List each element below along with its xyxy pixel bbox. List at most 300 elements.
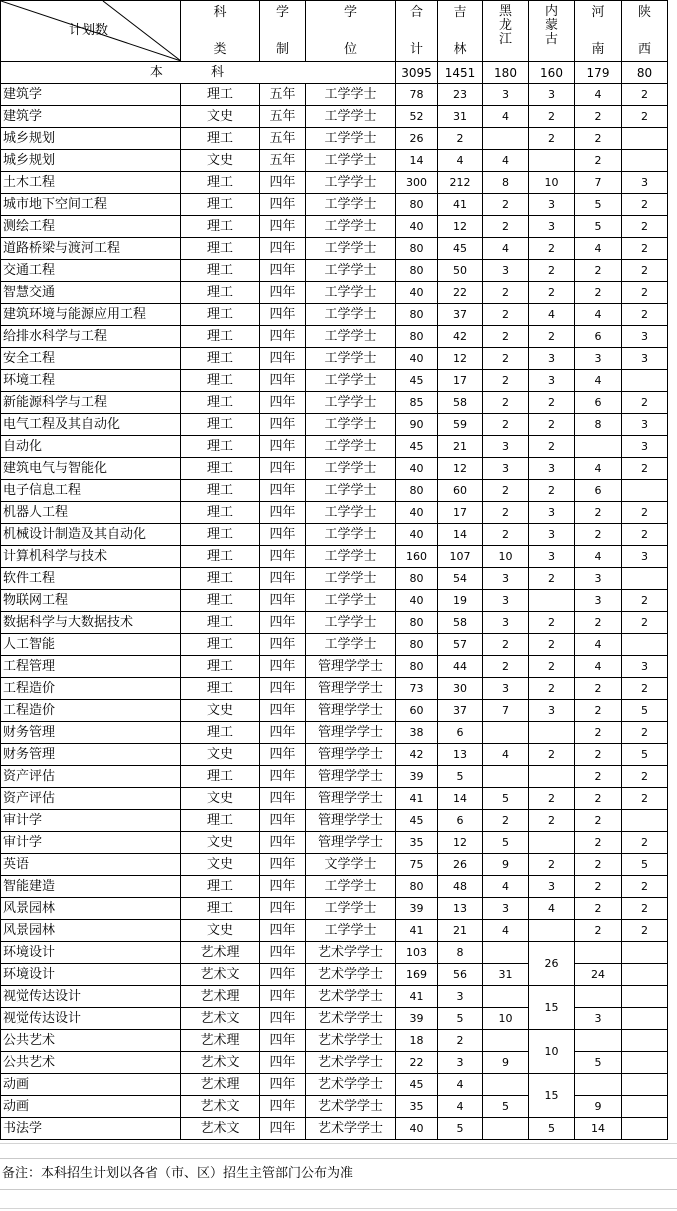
table-row — [1, 216, 668, 238]
category: 理工 — [181, 304, 260, 326]
value-shaanxi: 2 — [622, 216, 668, 238]
value-henan: 2 — [575, 282, 622, 304]
value-henan: 2 — [575, 128, 622, 150]
degree: 工学学士 — [306, 436, 396, 458]
table-row — [1, 150, 668, 172]
value-neimenggu: 26 — [529, 942, 575, 986]
value-henan: 2 — [575, 788, 622, 810]
duration: 四年 — [260, 920, 306, 942]
major-name: 人工智能 — [1, 634, 181, 656]
value-heilongjiang — [483, 986, 529, 1008]
value-neimenggu: 3 — [529, 194, 575, 216]
value-neimenggu: 3 — [529, 524, 575, 546]
value-henan: 3 — [575, 568, 622, 590]
value-heilongjiang: 2 — [483, 392, 529, 414]
value-jilin: 12 — [438, 832, 483, 854]
value-neimenggu — [529, 920, 575, 942]
value-henan — [575, 942, 622, 964]
value-shaanxi: 3 — [622, 546, 668, 568]
value-jilin: 6 — [438, 722, 483, 744]
value-jilin: 45 — [438, 238, 483, 260]
duration: 五年 — [260, 106, 306, 128]
value-heilongjiang: 3 — [483, 590, 529, 612]
value-henan: 4 — [575, 238, 622, 260]
value-shaanxi: 5 — [622, 744, 668, 766]
major-name: 建筑环境与能源应用工程 — [1, 304, 181, 326]
value-henan: 4 — [575, 84, 622, 106]
major-name: 公共艺术 — [1, 1030, 181, 1052]
total: 26 — [396, 128, 438, 150]
value-henan: 6 — [575, 392, 622, 414]
degree: 工学学士 — [306, 128, 396, 150]
summary-row — [1, 62, 668, 84]
duration-header: 学 制 — [260, 1, 306, 62]
major-name: 电子信息工程 — [1, 480, 181, 502]
total: 35 — [396, 1096, 438, 1118]
value-jilin: 37 — [438, 304, 483, 326]
value-jilin: 5 — [438, 1118, 483, 1140]
total-header: 合 计 — [396, 1, 438, 62]
table-row — [1, 700, 668, 722]
category: 理工 — [181, 348, 260, 370]
value-jilin: 3 — [438, 986, 483, 1008]
value-shaanxi: 2 — [622, 722, 668, 744]
value-henan — [575, 436, 622, 458]
value-heilongjiang — [483, 128, 529, 150]
value-heilongjiang: 3 — [483, 436, 529, 458]
category: 艺术文 — [181, 1096, 260, 1118]
table-row — [1, 854, 668, 876]
degree: 工学学士 — [306, 348, 396, 370]
table-row — [1, 876, 668, 898]
value-neimenggu: 2 — [529, 106, 575, 128]
value-heilongjiang — [483, 942, 529, 964]
table-row — [1, 326, 668, 348]
value-shaanxi: 3 — [622, 436, 668, 458]
value-neimenggu: 3 — [529, 546, 575, 568]
major-name: 环境工程 — [1, 370, 181, 392]
value-neimenggu: 2 — [529, 436, 575, 458]
degree: 文学学士 — [306, 854, 396, 876]
total: 75 — [396, 854, 438, 876]
total: 169 — [396, 964, 438, 986]
value-neimenggu: 3 — [529, 370, 575, 392]
degree: 工学学士 — [306, 590, 396, 612]
value-neimenggu: 10 — [529, 1030, 575, 1074]
value-neimenggu — [529, 766, 575, 788]
value-heilongjiang: 9 — [483, 1052, 529, 1074]
value-shaanxi — [622, 150, 668, 172]
duration: 四年 — [260, 326, 306, 348]
value-jilin: 56 — [438, 964, 483, 986]
value-jilin: 12 — [438, 458, 483, 480]
value-henan: 24 — [575, 964, 622, 986]
major-name: 动画 — [1, 1096, 181, 1118]
duration: 四年 — [260, 1096, 306, 1118]
value-neimenggu: 2 — [529, 634, 575, 656]
major-name: 风景园林 — [1, 898, 181, 920]
duration: 四年 — [260, 414, 306, 436]
value-jilin: 48 — [438, 876, 483, 898]
duration: 四年 — [260, 590, 306, 612]
value-heilongjiang: 5 — [483, 832, 529, 854]
major-name: 给排水科学与工程 — [1, 326, 181, 348]
grid-line — [0, 1143, 677, 1144]
major-name: 测绘工程 — [1, 216, 181, 238]
category: 艺术文 — [181, 1118, 260, 1140]
value-shaanxi: 2 — [622, 876, 668, 898]
total: 41 — [396, 920, 438, 942]
value-heilongjiang: 2 — [483, 370, 529, 392]
value-shaanxi: 2 — [622, 898, 668, 920]
table-row — [1, 810, 668, 832]
value-shaanxi: 3 — [622, 414, 668, 436]
value-heilongjiang — [483, 722, 529, 744]
value-henan: 2 — [575, 612, 622, 634]
total: 78 — [396, 84, 438, 106]
duration: 四年 — [260, 1030, 306, 1052]
duration: 四年 — [260, 1008, 306, 1030]
duration: 五年 — [260, 128, 306, 150]
category: 理工 — [181, 810, 260, 832]
category: 理工 — [181, 766, 260, 788]
total: 300 — [396, 172, 438, 194]
category: 艺术理 — [181, 1074, 260, 1096]
value-shaanxi — [622, 634, 668, 656]
total: 40 — [396, 216, 438, 238]
value-shaanxi — [622, 1030, 668, 1052]
value-jilin: 6 — [438, 810, 483, 832]
total: 60 — [396, 700, 438, 722]
degree: 工学学士 — [306, 84, 396, 106]
degree: 管理学学士 — [306, 766, 396, 788]
summary-henan: 179 — [575, 62, 622, 84]
value-neimenggu: 5 — [529, 1118, 575, 1140]
duration: 四年 — [260, 502, 306, 524]
value-henan — [575, 1074, 622, 1096]
duration: 四年 — [260, 766, 306, 788]
table-row — [1, 414, 668, 436]
value-shaanxi: 2 — [622, 920, 668, 942]
value-heilongjiang: 2 — [483, 326, 529, 348]
total: 40 — [396, 524, 438, 546]
category: 艺术文 — [181, 1008, 260, 1030]
value-henan: 9 — [575, 1096, 622, 1118]
category: 理工 — [181, 502, 260, 524]
table-row — [1, 634, 668, 656]
value-jilin: 14 — [438, 788, 483, 810]
value-heilongjiang: 4 — [483, 238, 529, 260]
value-heilongjiang: 3 — [483, 898, 529, 920]
value-heilongjiang: 3 — [483, 612, 529, 634]
value-henan: 3 — [575, 590, 622, 612]
value-jilin: 31 — [438, 106, 483, 128]
value-jilin: 26 — [438, 854, 483, 876]
category-header: 科 类 — [181, 1, 260, 62]
duration: 四年 — [260, 876, 306, 898]
major-name: 环境设计 — [1, 942, 181, 964]
major-name: 资产评估 — [1, 766, 181, 788]
value-neimenggu: 2 — [529, 854, 575, 876]
category: 文史 — [181, 150, 260, 172]
degree: 工学学士 — [306, 480, 396, 502]
value-shaanxi — [622, 370, 668, 392]
value-heilongjiang: 7 — [483, 700, 529, 722]
degree: 工学学士 — [306, 524, 396, 546]
duration: 四年 — [260, 172, 306, 194]
value-henan — [575, 986, 622, 1008]
value-heilongjiang: 3 — [483, 568, 529, 590]
value-jilin: 19 — [438, 590, 483, 612]
value-shaanxi: 5 — [622, 854, 668, 876]
value-henan: 2 — [575, 722, 622, 744]
province-header-shaanxi: 陕 西 — [622, 1, 668, 62]
major-name: 视觉传达设计 — [1, 986, 181, 1008]
value-shaanxi: 5 — [622, 700, 668, 722]
total: 18 — [396, 1030, 438, 1052]
major-name: 机器人工程 — [1, 502, 181, 524]
duration: 四年 — [260, 524, 306, 546]
table-row — [1, 678, 668, 700]
value-henan: 4 — [575, 304, 622, 326]
value-henan: 6 — [575, 326, 622, 348]
duration: 四年 — [260, 744, 306, 766]
degree: 管理学学士 — [306, 656, 396, 678]
value-heilongjiang: 2 — [483, 810, 529, 832]
degree: 工学学士 — [306, 546, 396, 568]
duration: 四年 — [260, 480, 306, 502]
value-jilin: 13 — [438, 744, 483, 766]
major-name: 审计学 — [1, 810, 181, 832]
value-shaanxi — [622, 1052, 668, 1074]
value-jilin: 14 — [438, 524, 483, 546]
category: 理工 — [181, 326, 260, 348]
table-row — [1, 744, 668, 766]
value-heilongjiang: 4 — [483, 744, 529, 766]
major-name: 建筑学 — [1, 84, 181, 106]
category: 理工 — [181, 480, 260, 502]
total: 45 — [396, 370, 438, 392]
category: 艺术理 — [181, 1030, 260, 1052]
duration: 四年 — [260, 458, 306, 480]
value-heilongjiang: 5 — [483, 788, 529, 810]
major-name: 建筑学 — [1, 106, 181, 128]
corner-label: 计划数 — [69, 23, 109, 38]
total: 80 — [396, 876, 438, 898]
value-jilin: 17 — [438, 502, 483, 524]
footnote: 备注：本科招生计划以各省（市、区）招生主管部门公布为准 — [0, 1158, 677, 1190]
category: 理工 — [181, 612, 260, 634]
category: 理工 — [181, 84, 260, 106]
total: 80 — [396, 304, 438, 326]
total: 80 — [396, 480, 438, 502]
value-neimenggu: 3 — [529, 348, 575, 370]
table-row — [1, 788, 668, 810]
total: 80 — [396, 260, 438, 282]
major-name: 城市地下空间工程 — [1, 194, 181, 216]
degree: 工学学士 — [306, 568, 396, 590]
value-heilongjiang: 2 — [483, 656, 529, 678]
total: 85 — [396, 392, 438, 414]
value-jilin: 13 — [438, 898, 483, 920]
total: 40 — [396, 590, 438, 612]
duration: 四年 — [260, 612, 306, 634]
value-henan: 4 — [575, 546, 622, 568]
category: 理工 — [181, 546, 260, 568]
degree: 管理学学士 — [306, 832, 396, 854]
summary-label: 本 科 — [1, 62, 396, 84]
major-name: 自动化 — [1, 436, 181, 458]
value-jilin: 44 — [438, 656, 483, 678]
value-heilongjiang — [483, 766, 529, 788]
value-jilin: 30 — [438, 678, 483, 700]
value-shaanxi: 2 — [622, 260, 668, 282]
total: 38 — [396, 722, 438, 744]
value-jilin: 12 — [438, 348, 483, 370]
value-henan: 4 — [575, 656, 622, 678]
value-neimenggu: 4 — [529, 898, 575, 920]
value-heilongjiang: 2 — [483, 282, 529, 304]
value-neimenggu: 3 — [529, 84, 575, 106]
degree: 艺术学学士 — [306, 1118, 396, 1140]
value-henan: 2 — [575, 854, 622, 876]
degree: 工学学士 — [306, 414, 396, 436]
value-henan: 3 — [575, 1008, 622, 1030]
value-henan: 6 — [575, 480, 622, 502]
value-neimenggu: 2 — [529, 392, 575, 414]
category: 理工 — [181, 370, 260, 392]
category: 理工 — [181, 898, 260, 920]
value-shaanxi — [622, 1074, 668, 1096]
duration: 四年 — [260, 546, 306, 568]
degree: 工学学士 — [306, 216, 396, 238]
value-shaanxi: 2 — [622, 788, 668, 810]
grid-line — [0, 1208, 677, 1209]
category: 文史 — [181, 106, 260, 128]
value-henan: 2 — [575, 766, 622, 788]
major-name: 道路桥梁与渡河工程 — [1, 238, 181, 260]
value-heilongjiang: 3 — [483, 260, 529, 282]
major-name: 公共艺术 — [1, 1052, 181, 1074]
duration: 四年 — [260, 986, 306, 1008]
value-jilin: 59 — [438, 414, 483, 436]
value-shaanxi — [622, 128, 668, 150]
category: 文史 — [181, 788, 260, 810]
duration: 四年 — [260, 832, 306, 854]
degree: 工学学士 — [306, 238, 396, 260]
table-row — [1, 194, 668, 216]
value-shaanxi: 3 — [622, 348, 668, 370]
value-henan: 2 — [575, 150, 622, 172]
summary-jilin: 1451 — [438, 62, 483, 84]
value-heilongjiang: 4 — [483, 876, 529, 898]
value-heilongjiang: 2 — [483, 502, 529, 524]
value-neimenggu: 3 — [529, 502, 575, 524]
major-name: 资产评估 — [1, 788, 181, 810]
major-name: 计算机科学与技术 — [1, 546, 181, 568]
value-jilin: 60 — [438, 480, 483, 502]
value-jilin: 21 — [438, 436, 483, 458]
table-row — [1, 304, 668, 326]
total: 45 — [396, 1074, 438, 1096]
province-header-jilin: 吉 林 — [438, 1, 483, 62]
degree: 艺术学学士 — [306, 1030, 396, 1052]
value-neimenggu: 3 — [529, 216, 575, 238]
table-row — [1, 612, 668, 634]
total: 80 — [396, 238, 438, 260]
table-row — [1, 84, 668, 106]
table-row — [1, 590, 668, 612]
major-name: 财务管理 — [1, 722, 181, 744]
value-shaanxi: 2 — [622, 106, 668, 128]
total: 40 — [396, 1118, 438, 1140]
value-jilin: 5 — [438, 766, 483, 788]
value-heilongjiang: 2 — [483, 194, 529, 216]
total: 40 — [396, 502, 438, 524]
value-shaanxi: 2 — [622, 194, 668, 216]
value-shaanxi: 2 — [622, 766, 668, 788]
table-row — [1, 524, 668, 546]
value-neimenggu: 3 — [529, 876, 575, 898]
value-heilongjiang: 2 — [483, 304, 529, 326]
total: 40 — [396, 458, 438, 480]
value-shaanxi — [622, 1008, 668, 1030]
value-jilin: 50 — [438, 260, 483, 282]
value-henan — [575, 1030, 622, 1052]
value-shaanxi — [622, 568, 668, 590]
province-header-neimenggu: 内 蒙 古 — [529, 1, 575, 62]
degree: 艺术学学士 — [306, 1074, 396, 1096]
degree: 工学学士 — [306, 194, 396, 216]
total: 41 — [396, 986, 438, 1008]
category: 理工 — [181, 524, 260, 546]
total: 80 — [396, 568, 438, 590]
degree: 工学学士 — [306, 920, 396, 942]
value-henan: 2 — [575, 524, 622, 546]
duration: 四年 — [260, 964, 306, 986]
value-shaanxi: 2 — [622, 590, 668, 612]
degree: 工学学士 — [306, 326, 396, 348]
value-heilongjiang: 8 — [483, 172, 529, 194]
major-name: 英语 — [1, 854, 181, 876]
summary-shaanxi: 80 — [622, 62, 668, 84]
value-jilin: 58 — [438, 612, 483, 634]
duration: 四年 — [260, 898, 306, 920]
duration: 五年 — [260, 150, 306, 172]
major-name: 机械设计制造及其自动化 — [1, 524, 181, 546]
value-jilin: 23 — [438, 84, 483, 106]
value-shaanxi: 3 — [622, 326, 668, 348]
value-shaanxi: 3 — [622, 172, 668, 194]
value-neimenggu: 2 — [529, 282, 575, 304]
category: 理工 — [181, 722, 260, 744]
degree: 艺术学学士 — [306, 1052, 396, 1074]
value-jilin: 2 — [438, 1030, 483, 1052]
table-row — [1, 898, 668, 920]
value-neimenggu — [529, 150, 575, 172]
major-name: 软件工程 — [1, 568, 181, 590]
value-henan: 4 — [575, 634, 622, 656]
value-neimenggu: 2 — [529, 238, 575, 260]
category: 理工 — [181, 392, 260, 414]
value-neimenggu: 3 — [529, 458, 575, 480]
value-henan: 5 — [575, 194, 622, 216]
major-name: 财务管理 — [1, 744, 181, 766]
value-jilin: 41 — [438, 194, 483, 216]
total: 40 — [396, 282, 438, 304]
table-row — [1, 172, 668, 194]
total: 90 — [396, 414, 438, 436]
